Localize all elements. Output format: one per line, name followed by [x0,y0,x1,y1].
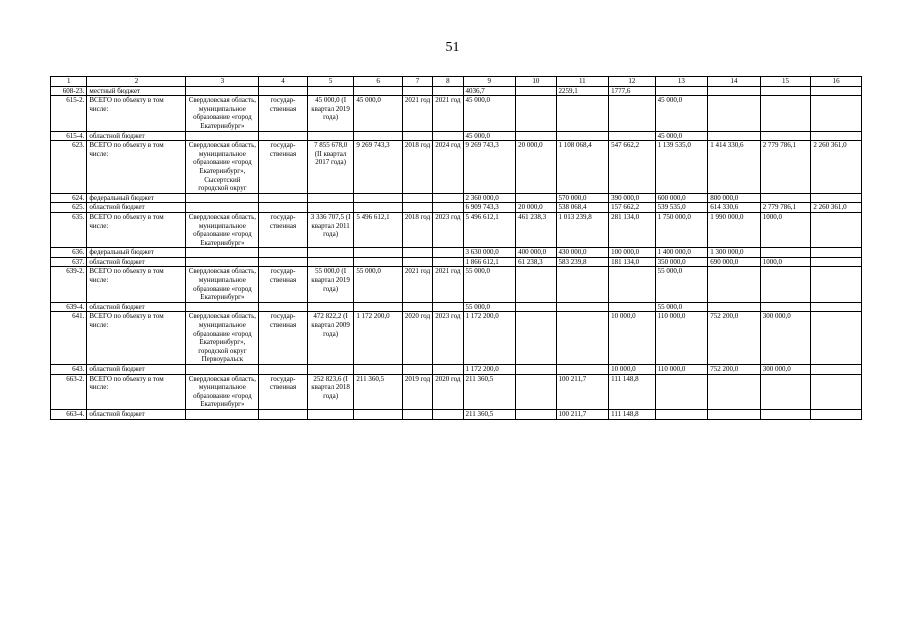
funding-source-cell: ВСЕГО по объекту в том числе: [87,374,186,409]
total-financing-cell: 4036,7 [463,86,516,96]
ownership-cell [259,248,308,258]
year-2018-cell [516,267,556,302]
object-total-row [51,312,862,365]
year-2021-cell: 55 000,0 [655,302,708,312]
budget-source-row [51,193,862,203]
year-2022-cell [708,267,761,302]
header-cell: 12 [609,77,656,87]
year-2019-cell: 100 211,7 [556,409,609,419]
location-cell: Свердловская область, муниципальное образование «город Екатеринбург», Сысертский городской округ [186,141,259,194]
year-2023-cell [760,248,811,258]
year-2018-cell [516,365,556,375]
year-2023-cell [760,86,811,96]
total-cost-cell: 211 360,5 [354,374,403,409]
year-2019-cell [556,131,609,141]
year-2022-cell [708,302,761,312]
budget-source-row [51,257,862,267]
header-cell: 10 [516,77,556,87]
estimated-cost-cell [307,131,354,141]
total-cost-cell [354,409,403,419]
year-2021-cell: 350 000,0 [655,257,708,267]
ownership-cell: государ-ственная [259,267,308,302]
start-year-cell [402,365,432,375]
year-2021-cell: 110 000,0 [655,365,708,375]
funding-source-cell: местный бюджет [87,86,186,96]
funding-source-cell: ВСЕГО по объекту в том числе: [87,312,186,365]
end-year-cell: 2024 год [433,141,463,194]
estimated-cost-cell: 55 000,0 (I квартал 2019 года) [307,267,354,302]
total-financing-cell: 55 000,0 [463,302,516,312]
start-year-cell [402,193,432,203]
year-2021-cell: 45 000,0 [655,131,708,141]
year-2020-cell [609,267,656,302]
year-2021-cell: 1 139 535,0 [655,141,708,194]
year-2020-cell: 111 148,8 [609,409,656,419]
budget-source-row [51,365,862,375]
header-cell: 5 [307,77,354,87]
estimated-cost-cell: 3 336 707,5 (I квартал 2011 года) [307,212,354,247]
total-cost-cell [354,302,403,312]
year-2019-cell: 538 068,4 [556,203,609,213]
year-2019-cell [556,312,609,365]
ownership-cell [259,409,308,419]
estimated-cost-cell: 252 823,6 (I квартал 2018 года) [307,374,354,409]
location-cell [186,302,259,312]
total-financing-cell: 1 172 200,0 [463,365,516,375]
year-2024-cell: 2 260 361,0 [811,203,862,213]
header-cell: 8 [433,77,463,87]
year-2018-cell: 20 000,0 [516,203,556,213]
year-2021-cell: 110 000,0 [655,312,708,365]
header-cell: 2 [87,77,186,87]
location-cell: Свердловская область, муниципальное образование «город Екатеринбург», городской округ Первоуральск [186,312,259,365]
year-2021-cell [655,86,708,96]
header-cell: 16 [811,77,862,87]
year-2022-cell [708,131,761,141]
year-2020-cell: 10 000,0 [609,365,656,375]
year-2024-cell [811,267,862,302]
year-2023-cell: 1000,0 [760,212,811,247]
ownership-cell [259,257,308,267]
location-cell [186,248,259,258]
year-2018-cell [516,312,556,365]
location-cell [186,193,259,203]
total-cost-cell [354,193,403,203]
year-2023-cell [760,267,811,302]
end-year-cell [433,193,463,203]
year-2021-cell: 539 535,0 [655,203,708,213]
total-cost-cell [354,86,403,96]
funding-source-cell: областной бюджет [87,203,186,213]
total-financing-cell: 211 360,5 [463,374,516,409]
ownership-cell: государ-ственная [259,96,308,131]
end-year-cell [433,257,463,267]
total-financing-cell: 2 360 000,0 [463,193,516,203]
row-number-cell: 623. [51,141,87,194]
year-2020-cell: 390 000,0 [609,193,656,203]
header-cell: 6 [354,77,403,87]
year-2019-cell [556,302,609,312]
year-2019-cell: 583 239,8 [556,257,609,267]
total-cost-cell [354,248,403,258]
location-cell: Свердловская область, муниципальное образование «город Екатеринбург» [186,267,259,302]
budget-source-row [51,86,862,96]
total-cost-cell: 1 172 200,0 [354,312,403,365]
year-2018-cell: 61 238,3 [516,257,556,267]
total-financing-cell: 6 909 743,3 [463,203,516,213]
row-number-cell: 639-4. [51,302,87,312]
ownership-cell [259,193,308,203]
year-2021-cell [655,409,708,419]
year-2021-cell: 1 400 000,0 [655,248,708,258]
start-year-cell [402,257,432,267]
row-number-cell: 615-2. [51,96,87,131]
total-financing-cell: 1 866 612,1 [463,257,516,267]
location-cell [186,131,259,141]
year-2019-cell [556,96,609,131]
total-cost-cell [354,203,403,213]
end-year-cell [433,365,463,375]
year-2022-cell [708,374,761,409]
year-2022-cell: 614 330,6 [708,203,761,213]
year-2022-cell: 690 000,0 [708,257,761,267]
funding-source-cell: областной бюджет [87,365,186,375]
year-2022-cell: 752 200,0 [708,365,761,375]
page-number: 51 [445,40,460,55]
year-2019-cell: 1 013 239,8 [556,212,609,247]
total-cost-cell [354,365,403,375]
year-2020-cell [609,131,656,141]
year-2018-cell [516,86,556,96]
header-cell: 7 [402,77,432,87]
start-year-cell: 2020 год [402,312,432,365]
end-year-cell [433,86,463,96]
ownership-cell: государ-ственная [259,212,308,247]
year-2018-cell: 461 238,3 [516,212,556,247]
start-year-cell [402,131,432,141]
year-2023-cell: 2 779 786,1 [760,203,811,213]
funding-source-cell: областной бюджет [87,257,186,267]
year-2018-cell: 20 000,0 [516,141,556,194]
year-2021-cell: 45 000,0 [655,96,708,131]
year-2022-cell [708,96,761,131]
end-year-cell [433,409,463,419]
funding-source-cell: федеральный бюджет [87,193,186,203]
year-2019-cell [556,267,609,302]
location-cell: Свердловская область, муниципальное образование «город Екатеринбург» [186,212,259,247]
table-header-row [51,77,862,87]
funding-source-cell: ВСЕГО по объекту в том числе: [87,212,186,247]
year-2023-cell: 1000,0 [760,257,811,267]
header-cell: 15 [760,77,811,87]
ownership-cell [259,86,308,96]
year-2022-cell: 1 990 000,0 [708,212,761,247]
end-year-cell [433,203,463,213]
budget-table [50,76,862,420]
end-year-cell: 2021 год [433,96,463,131]
object-total-row [51,96,862,131]
year-2022-cell: 752 200,0 [708,312,761,365]
total-financing-cell: 45 000,0 [463,96,516,131]
start-year-cell: 2018 год [402,141,432,194]
funding-source-cell: областной бюджет [87,302,186,312]
row-number-cell: 625. [51,203,87,213]
year-2022-cell: 800 000,0 [708,193,761,203]
year-2024-cell [811,212,862,247]
funding-source-cell: федеральный бюджет [87,248,186,258]
year-2018-cell: 400 000,0 [516,248,556,258]
end-year-cell: 2023 год [433,212,463,247]
location-cell [186,257,259,267]
budget-source-row [51,248,862,258]
year-2023-cell: 300 000,0 [760,365,811,375]
funding-source-cell: ВСЕГО по объекту в том числе: [87,141,186,194]
header-cell: 4 [259,77,308,87]
start-year-cell [402,248,432,258]
total-cost-cell [354,131,403,141]
year-2020-cell: 281 134,0 [609,212,656,247]
year-2024-cell [811,193,862,203]
year-2018-cell [516,409,556,419]
year-2021-cell: 55 000,0 [655,267,708,302]
start-year-cell [402,86,432,96]
row-number-cell: 608-23. [51,86,87,96]
year-2023-cell [760,96,811,131]
row-number-cell: 615-4. [51,131,87,141]
year-2019-cell [556,365,609,375]
funding-source-cell: ВСЕГО по объекту в том числе: [87,96,186,131]
header-cell: 14 [708,77,761,87]
year-2024-cell [811,131,862,141]
funding-source-cell: областной бюджет [87,131,186,141]
row-number-cell: 635. [51,212,87,247]
start-year-cell [402,302,432,312]
total-cost-cell [354,257,403,267]
year-2018-cell [516,374,556,409]
budget-source-row [51,409,862,419]
year-2020-cell: 157 662,2 [609,203,656,213]
year-2020-cell: 181 134,0 [609,257,656,267]
budget-source-row [51,203,862,213]
year-2024-cell [811,248,862,258]
year-2024-cell [811,96,862,131]
year-2023-cell [760,374,811,409]
estimated-cost-cell [307,86,354,96]
year-2024-cell [811,409,862,419]
estimated-cost-cell [307,409,354,419]
start-year-cell: 2019 год [402,374,432,409]
total-financing-cell: 45 000,0 [463,131,516,141]
object-total-row [51,267,862,302]
start-year-cell [402,409,432,419]
year-2023-cell [760,409,811,419]
end-year-cell [433,131,463,141]
location-cell [186,86,259,96]
start-year-cell: 2021 год [402,267,432,302]
header-cell: 1 [51,77,87,87]
year-2018-cell [516,193,556,203]
year-2021-cell: 600 000,0 [655,193,708,203]
ownership-cell [259,302,308,312]
total-financing-cell: 5 496 612,1 [463,212,516,247]
year-2024-cell [811,302,862,312]
estimated-cost-cell [307,203,354,213]
year-2024-cell [811,86,862,96]
estimated-cost-cell [307,248,354,258]
estimated-cost-cell: 45 000,0 (I квартал 2019 года) [307,96,354,131]
year-2020-cell: 100 000,0 [609,248,656,258]
end-year-cell [433,302,463,312]
row-number-cell: 663-4. [51,409,87,419]
year-2020-cell: 10 000,0 [609,312,656,365]
estimated-cost-cell: 7 855 678,0 (II квартал 2017 года) [307,141,354,194]
year-2022-cell [708,86,761,96]
year-2024-cell: 2 260 361,0 [811,141,862,194]
year-2024-cell [811,257,862,267]
year-2023-cell [760,302,811,312]
funding-source-cell: ВСЕГО по объекту в том числе: [87,267,186,302]
end-year-cell: 2021 год [433,267,463,302]
estimated-cost-cell [307,193,354,203]
total-financing-cell: 55 000,0 [463,267,516,302]
estimated-cost-cell [307,257,354,267]
budget-source-row [51,302,862,312]
row-number-cell: 636. [51,248,87,258]
total-cost-cell: 45 000,0 [354,96,403,131]
total-financing-cell: 211 360,5 [463,409,516,419]
year-2019-cell: 430 000,0 [556,248,609,258]
ownership-cell: государ-ственная [259,312,308,365]
year-2020-cell: 1777,6 [609,86,656,96]
year-2019-cell: 570 000,0 [556,193,609,203]
row-number-cell: 643. [51,365,87,375]
start-year-cell [402,203,432,213]
start-year-cell: 2018 год [402,212,432,247]
location-cell [186,365,259,375]
year-2023-cell: 300 000,0 [760,312,811,365]
end-year-cell: 2023 год [433,312,463,365]
year-2020-cell [609,96,656,131]
year-2023-cell [760,131,811,141]
total-financing-cell: 1 172 200,0 [463,312,516,365]
location-cell: Свердловская область, муниципальное образование «город Екатеринбург» [186,96,259,131]
year-2019-cell: 1 108 068,4 [556,141,609,194]
budget-source-row [51,131,862,141]
ownership-cell: государ-ственная [259,141,308,194]
total-financing-cell: 3 630 000,0 [463,248,516,258]
ownership-cell [259,365,308,375]
year-2024-cell [811,365,862,375]
total-financing-cell: 9 269 743,3 [463,141,516,194]
object-total-row [51,141,862,194]
total-cost-cell: 9 269 743,3 [354,141,403,194]
header-cell: 11 [556,77,609,87]
row-number-cell: 641. [51,312,87,365]
ownership-cell [259,131,308,141]
year-2019-cell: 100 211,7 [556,374,609,409]
location-cell: Свердловская область, муниципальное образование «город Екатеринбург» [186,374,259,409]
year-2022-cell: 1 414 330,6 [708,141,761,194]
location-cell [186,203,259,213]
object-total-row [51,212,862,247]
year-2020-cell: 547 662,2 [609,141,656,194]
year-2024-cell [811,312,862,365]
year-2018-cell [516,96,556,131]
year-2018-cell [516,302,556,312]
year-2021-cell [655,374,708,409]
funding-source-cell: областной бюджет [87,409,186,419]
location-cell [186,409,259,419]
year-2023-cell: 2 779 786,1 [760,141,811,194]
year-2023-cell [760,193,811,203]
year-2022-cell: 1 300 000,0 [708,248,761,258]
row-number-cell: 624. [51,193,87,203]
end-year-cell: 2020 год [433,374,463,409]
ownership-cell [259,203,308,213]
header-cell: 13 [655,77,708,87]
header-cell: 9 [463,77,516,87]
ownership-cell: государ-ственная [259,374,308,409]
year-2019-cell: 2259,1 [556,86,609,96]
estimated-cost-cell [307,365,354,375]
estimated-cost-cell: 472 822,2 (I квартал 2009 года) [307,312,354,365]
row-number-cell: 639-2. [51,267,87,302]
total-cost-cell: 5 496 612,1 [354,212,403,247]
year-2020-cell [609,302,656,312]
row-number-cell: 637. [51,257,87,267]
header-cell: 3 [186,77,259,87]
estimated-cost-cell [307,302,354,312]
year-2021-cell: 1 750 000,0 [655,212,708,247]
start-year-cell: 2021 год [402,96,432,131]
total-cost-cell: 55 000,0 [354,267,403,302]
row-number-cell: 663-2. [51,374,87,409]
year-2020-cell: 111 148,8 [609,374,656,409]
year-2022-cell [708,409,761,419]
object-total-row [51,374,862,409]
year-2024-cell [811,374,862,409]
year-2018-cell [516,131,556,141]
end-year-cell [433,248,463,258]
